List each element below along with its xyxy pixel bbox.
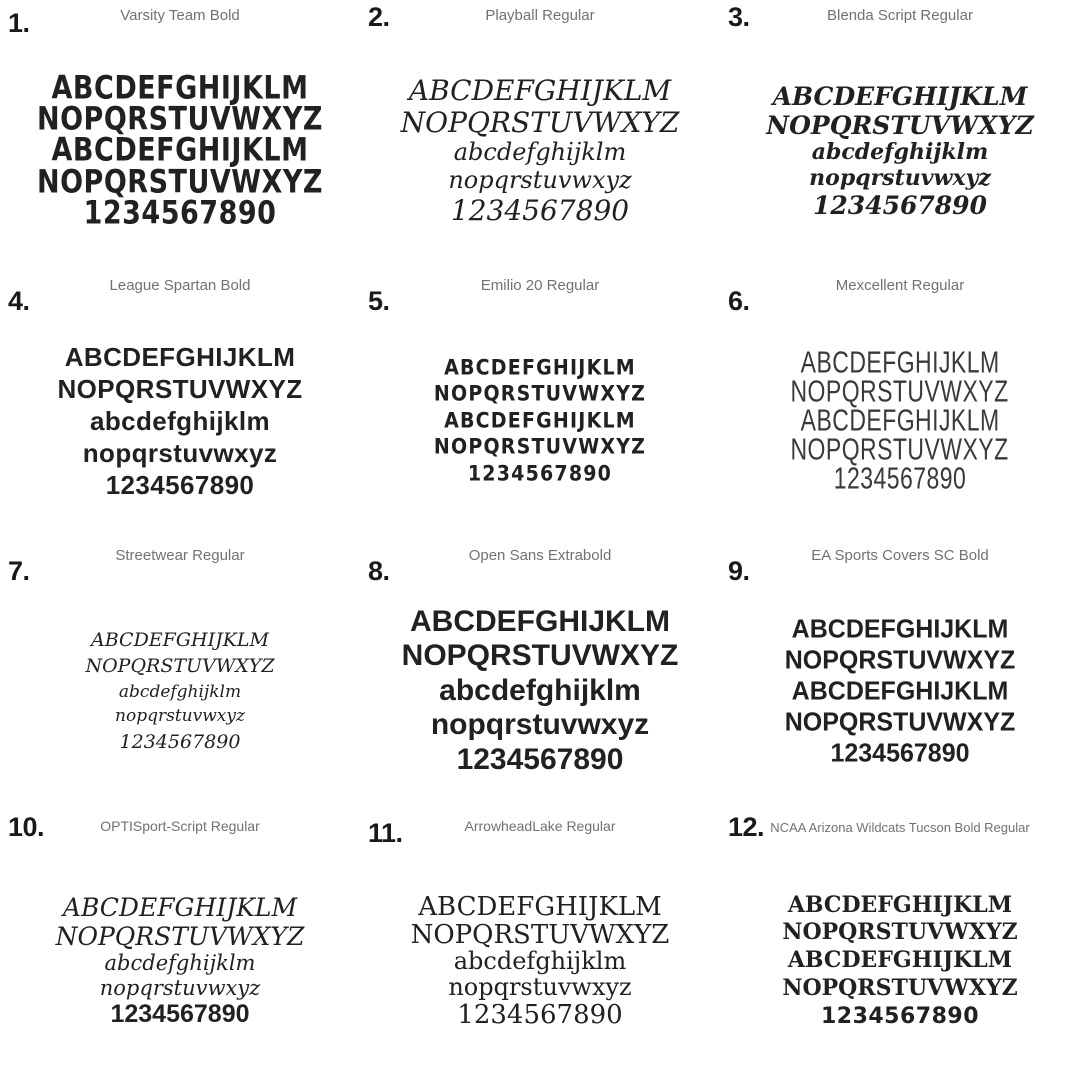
specimen-header-3 xyxy=(726,2,1074,32)
specimen-line: 1234567890 xyxy=(83,194,277,232)
specimen-header-9 xyxy=(726,542,1074,586)
specimen-card-2 xyxy=(360,0,720,270)
specimen-line: ABCDEFGHIJKLM xyxy=(410,605,670,639)
specimen-font-name-10: OPTISport-Script Regular xyxy=(100,818,260,834)
specimen-font-name-5: Emilio 20 Regular xyxy=(480,277,600,294)
specimen-header-4 xyxy=(6,272,354,316)
specimen-number-6: 6. xyxy=(728,286,750,316)
specimen-line: abcdefghijklm xyxy=(439,673,641,707)
specimen-lines-1 xyxy=(6,32,354,270)
specimen-line: ABCDEFGHIJKLM xyxy=(64,341,296,372)
specimen-header-7 xyxy=(6,542,354,586)
specimen-card-7 xyxy=(0,540,360,810)
specimen-line: NOPQRSTUVWXYZ xyxy=(766,110,1034,140)
specimen-line: nopqrstuvwxyz xyxy=(448,166,632,195)
specimen-line: ABCDEFGHIJKLM xyxy=(62,892,298,922)
specimen-line: ABCDEFGHIJKLM xyxy=(787,947,1013,974)
specimen-line: ABCDEFGHIJKLM xyxy=(791,613,1009,644)
specimen-lines-11 xyxy=(366,842,714,1080)
specimen-line: NOPQRSTUVWXYZ xyxy=(790,374,1010,409)
specimen-header-12 xyxy=(726,812,1074,842)
specimen-line: 1234567890 xyxy=(119,730,241,753)
specimen-line: ABCDEFGHIJKLM xyxy=(800,403,1000,438)
specimen-lines-8 xyxy=(366,572,714,810)
specimen-line: NOPQRSTUVWXYZ xyxy=(55,921,305,951)
specimen-header-5 xyxy=(366,272,714,316)
specimen-line: ABCDEFGHIJKLM xyxy=(418,891,662,922)
specimen-line: 1234567890 xyxy=(105,470,255,501)
specimen-font-name-1: Varsity Team Bold xyxy=(120,7,240,24)
specimen-lines-9 xyxy=(726,572,1074,810)
specimen-line: ABCDEFGHIJKLM xyxy=(51,70,309,107)
specimen-header-1 xyxy=(6,2,354,38)
specimen-number-5: 5. xyxy=(368,286,390,316)
specimen-line: NOPQRSTUVWXYZ xyxy=(400,105,680,139)
specimen-font-name-11: ArrowheadLake Regular xyxy=(464,818,616,834)
specimen-line: 1234567890 xyxy=(456,742,624,776)
specimen-line: NOPQRSTUVWXYZ xyxy=(57,373,303,404)
specimen-line: NOPQRSTUVWXYZ xyxy=(433,381,647,407)
specimen-card-8 xyxy=(360,540,720,810)
specimen-card-3 xyxy=(720,0,1080,270)
specimen-font-name-8: Open Sans Extrabold xyxy=(468,547,612,564)
specimen-header-2 xyxy=(366,2,714,32)
specimen-line: 1234567890 xyxy=(813,191,987,221)
specimen-card-10 xyxy=(0,810,360,1080)
specimen-line: ABCDEFGHIJKLM xyxy=(800,345,1000,380)
specimen-line: abcdefghijklm xyxy=(104,950,256,975)
specimen-line: 1234567890 xyxy=(110,1000,250,1029)
specimen-line: abcdefghijklm xyxy=(453,947,627,976)
specimen-font-name-7: Streetwear Regular xyxy=(115,547,245,564)
specimen-line: nopqrstuvwxyz xyxy=(809,164,991,191)
specimen-line: nopqrstuvwxyz xyxy=(82,438,278,469)
specimen-line: ABCDEFGHIJKLM xyxy=(791,675,1009,706)
specimen-line: ABCDEFGHIJKLM xyxy=(444,408,636,434)
specimen-line: NOPQRSTUVWXYZ xyxy=(85,655,275,678)
specimen-line: 1234567890 xyxy=(457,999,623,1030)
specimen-number-4: 4. xyxy=(8,286,30,316)
specimen-number-10: 10. xyxy=(8,812,45,842)
specimen-card-4 xyxy=(0,270,360,540)
specimen-line: abcdefghijklm xyxy=(453,138,627,167)
specimen-font-name-12: NCAA Arizona Wildcats Tucson Bold Regular xyxy=(770,820,1030,835)
specimen-line: NOPQRSTUVWXYZ xyxy=(410,920,670,951)
specimen-number-11: 11. xyxy=(368,818,403,848)
specimen-line: 1234567890 xyxy=(820,1003,980,1029)
specimen-font-name-6: Mexcellent Regular xyxy=(835,277,965,294)
specimen-lines-3 xyxy=(726,32,1074,270)
specimen-lines-7 xyxy=(6,572,354,810)
specimen-number-9: 9. xyxy=(728,556,750,586)
specimen-line: ABCDEFGHIJKLM xyxy=(408,73,672,107)
specimen-number-2: 2. xyxy=(368,2,390,32)
specimen-line: NOPQRSTUVWXYZ xyxy=(433,434,647,460)
specimen-font-name-9: EA Sports Covers SC Bold xyxy=(811,547,989,564)
specimen-lines-6 xyxy=(726,302,1074,540)
specimen-line: NOPQRSTUVWXYZ xyxy=(37,163,323,201)
specimen-line: nopqrstuvwxyz xyxy=(430,708,650,742)
specimen-number-8: 8. xyxy=(368,556,390,586)
specimen-lines-12 xyxy=(726,842,1074,1080)
specimen-line: nopqrstuvwxyz xyxy=(448,973,632,1002)
specimen-line: ABCDEFGHIJKLM xyxy=(91,628,269,651)
specimen-header-10 xyxy=(6,812,354,842)
specimen-number-12: 12. xyxy=(728,812,765,842)
specimen-lines-4 xyxy=(6,302,354,540)
specimen-number-3: 3. xyxy=(728,2,750,32)
specimen-line: NOPQRSTUVWXYZ xyxy=(782,974,1018,1001)
specimen-card-12 xyxy=(720,810,1080,1080)
specimen-line: NOPQRSTUVWXYZ xyxy=(782,919,1018,946)
specimen-line: 1234567890 xyxy=(830,737,970,768)
specimen-card-1 xyxy=(0,0,360,270)
specimen-line: NOPQRSTUVWXYZ xyxy=(784,706,1016,737)
specimen-font-name-2: Playball Regular xyxy=(485,7,595,24)
specimen-line: ABCDEFGHIJKLM xyxy=(444,355,636,380)
specimen-line: ABCDEFGHIJKLM xyxy=(51,132,309,170)
specimen-line: NOPQRSTUVWXYZ xyxy=(401,639,679,673)
specimen-card-6 xyxy=(720,270,1080,540)
specimen-header-8 xyxy=(366,542,714,586)
specimen-lines-10 xyxy=(6,842,354,1080)
specimen-font-name-4: League Spartan Bold xyxy=(109,277,251,294)
specimen-lines-2 xyxy=(366,32,714,270)
specimen-header-11 xyxy=(366,812,714,848)
specimen-line: ABCDEFGHIJKLM xyxy=(787,891,1013,918)
specimen-line: ABCDEFGHIJKLM xyxy=(772,81,1028,111)
specimen-font-name-3: Blenda Script Regular xyxy=(827,7,973,24)
specimen-line: 1234567890 xyxy=(467,461,613,487)
specimen-card-9 xyxy=(720,540,1080,810)
specimen-line: abcdefghijklm xyxy=(811,138,989,165)
specimen-line: 1234567890 xyxy=(450,194,630,228)
specimen-line: 1234567890 xyxy=(833,461,967,496)
specimen-line: NOPQRSTUVWXYZ xyxy=(37,101,323,139)
specimen-line: nopqrstuvwxyz xyxy=(99,975,261,1000)
specimen-card-11 xyxy=(360,810,720,1080)
specimen-line: abcdefghijklm xyxy=(89,405,270,436)
specimen-line: nopqrstuvwxyz xyxy=(115,706,245,727)
specimen-line: abcdefghijklm xyxy=(118,681,242,702)
specimen-line: NOPQRSTUVWXYZ xyxy=(790,432,1010,467)
specimen-card-5 xyxy=(360,270,720,540)
specimen-header-6 xyxy=(726,272,1074,316)
specimen-line: NOPQRSTUVWXYZ xyxy=(784,644,1016,675)
specimen-lines-5 xyxy=(366,302,714,540)
specimen-number-1: 1. xyxy=(8,8,30,38)
specimen-number-7: 7. xyxy=(8,556,30,586)
